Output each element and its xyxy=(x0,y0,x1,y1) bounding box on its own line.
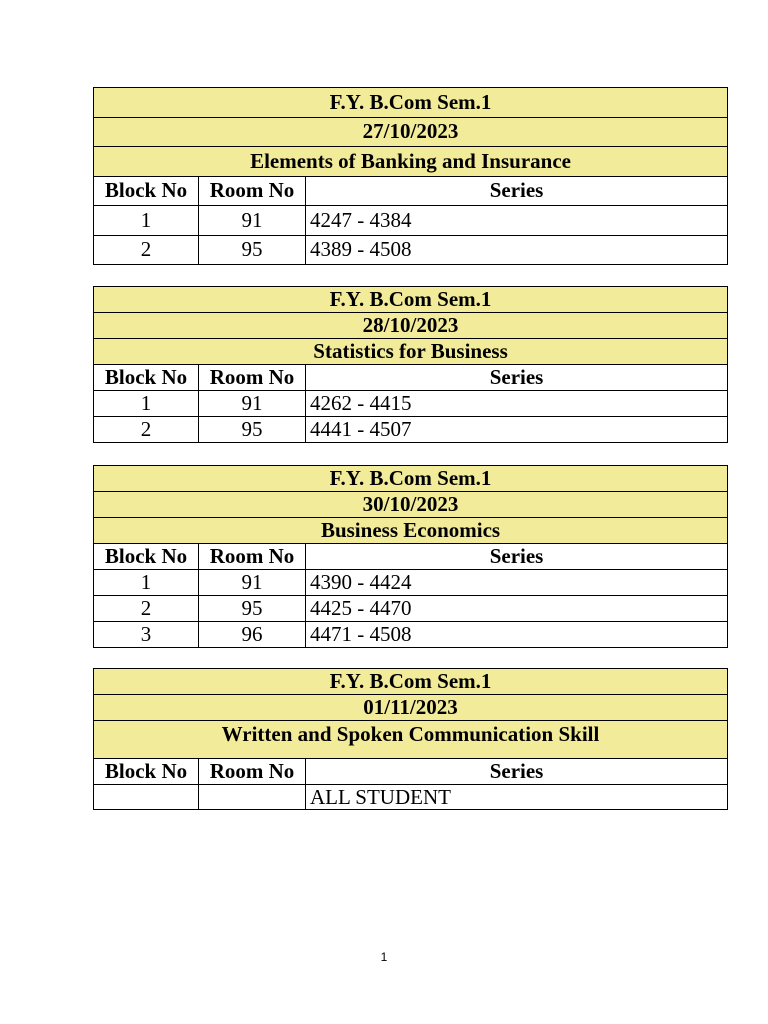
table-row xyxy=(94,785,728,810)
room-no-cell: 96 xyxy=(199,622,306,648)
series-header: Series xyxy=(306,544,728,570)
series-cell: 4389 - 4508 xyxy=(306,235,728,265)
exam-table-banking xyxy=(93,87,728,265)
exam-date: 28/10/2023 xyxy=(94,313,728,339)
series-header: Series xyxy=(306,759,728,785)
series-cell: ALL STUDENT xyxy=(306,785,728,810)
table-row xyxy=(94,391,728,417)
room-no-cell: 95 xyxy=(199,596,306,622)
column-header-row xyxy=(94,176,728,206)
column-header-row xyxy=(94,759,728,785)
block-no-header: Block No xyxy=(94,365,199,391)
table-row xyxy=(94,417,728,443)
series-header: Series xyxy=(306,365,728,391)
course-title: F.Y. B.Com Sem.1 xyxy=(94,88,728,118)
exam-table-economics xyxy=(93,465,728,648)
block-no-cell: 2 xyxy=(94,596,199,622)
block-no-header: Block No xyxy=(94,544,199,570)
table-row xyxy=(94,206,728,236)
course-title: F.Y. B.Com Sem.1 xyxy=(94,466,728,492)
room-no-cell: 95 xyxy=(199,235,306,265)
block-no-cell: 1 xyxy=(94,206,199,236)
room-no-cell: 91 xyxy=(199,206,306,236)
block-no-header: Block No xyxy=(94,176,199,206)
table-row xyxy=(94,622,728,648)
room-no-cell xyxy=(199,785,306,810)
series-cell: 4441 - 4507 xyxy=(306,417,728,443)
room-no-cell: 91 xyxy=(199,570,306,596)
series-cell: 4247 - 4384 xyxy=(306,206,728,236)
block-no-cell: 3 xyxy=(94,622,199,648)
table-row xyxy=(94,596,728,622)
block-no-header: Block No xyxy=(94,759,199,785)
series-cell: 4262 - 4415 xyxy=(306,391,728,417)
column-header-row xyxy=(94,365,728,391)
subject-name: Statistics for Business xyxy=(94,339,728,365)
series-cell: 4471 - 4508 xyxy=(306,622,728,648)
exam-date: 30/10/2023 xyxy=(94,492,728,518)
page-number: 1 xyxy=(380,950,388,964)
room-no-header: Room No xyxy=(199,176,306,206)
table-row xyxy=(94,570,728,596)
exam-date: 01/11/2023 xyxy=(94,695,728,721)
subject-name: Written and Spoken Communication Skill xyxy=(94,721,728,759)
column-header-row xyxy=(94,544,728,570)
series-cell: 4390 - 4424 xyxy=(306,570,728,596)
course-title: F.Y. B.Com Sem.1 xyxy=(94,669,728,695)
exam-table-statistics xyxy=(93,286,728,443)
room-no-cell: 95 xyxy=(199,417,306,443)
series-header: Series xyxy=(306,176,728,206)
room-no-header: Room No xyxy=(199,365,306,391)
subject-name: Elements of Banking and Insurance xyxy=(94,147,728,177)
room-no-cell: 91 xyxy=(199,391,306,417)
room-no-header: Room No xyxy=(199,544,306,570)
exam-table-communication xyxy=(93,668,728,810)
subject-name: Business Economics xyxy=(94,518,728,544)
course-title: F.Y. B.Com Sem.1 xyxy=(94,287,728,313)
block-no-cell: 1 xyxy=(94,570,199,596)
block-no-cell: 2 xyxy=(94,417,199,443)
block-no-cell: 1 xyxy=(94,391,199,417)
block-no-cell xyxy=(94,785,199,810)
block-no-cell: 2 xyxy=(94,235,199,265)
table-row xyxy=(94,235,728,265)
exam-date: 27/10/2023 xyxy=(94,117,728,147)
series-cell: 4425 - 4470 xyxy=(306,596,728,622)
room-no-header: Room No xyxy=(199,759,306,785)
